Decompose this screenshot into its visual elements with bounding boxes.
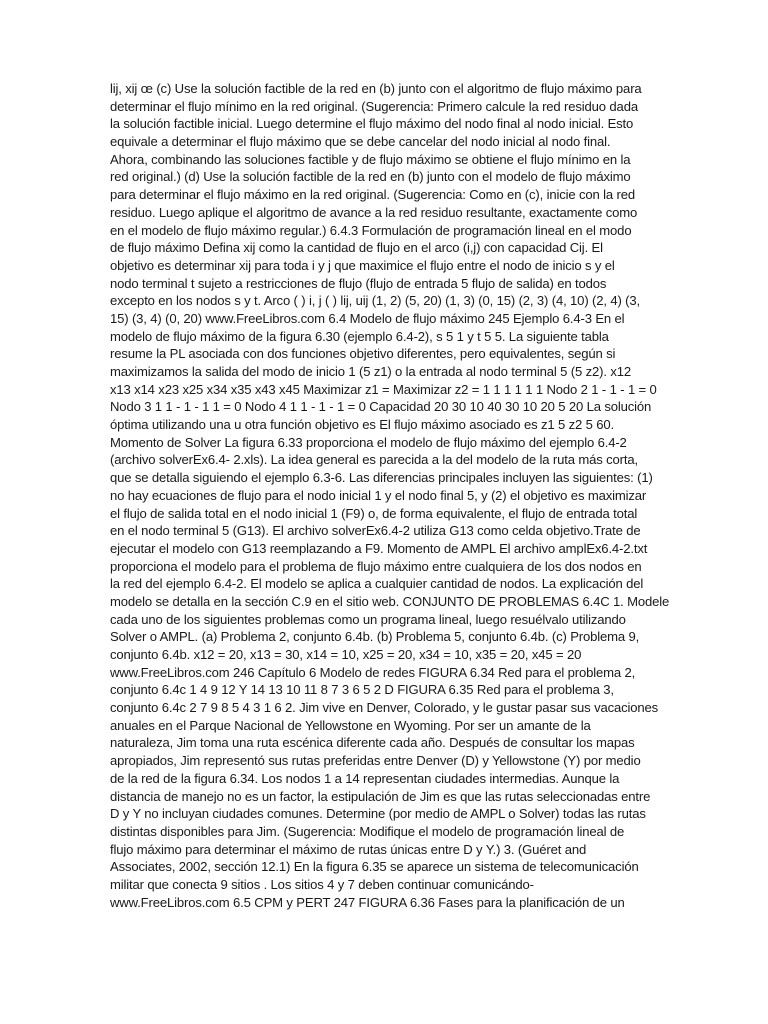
text-line: equivale a determinar el flujo máximo que se debe cancelar del nodo inicial al nodo final. bbox=[110, 134, 611, 150]
text-line: (archivo solverEx6.4- 2.xls). La idea general es parecida a la del modelo de la ruta más corta, bbox=[110, 452, 638, 468]
text-line: objetivo es determinar xij para toda i y j que maximice el flujo entre el nodo de inicio s y el bbox=[110, 257, 615, 273]
text-line: óptima utilizando una u otra función objetivo es El flujo máximo asociado es z1 5 z2 5 60. bbox=[110, 417, 615, 433]
text-line: conjunto 6.4c 1 4 9 12 Y 14 13 10 11 8 7 3 6 5 2 D FIGURA 6.35 Red para el problema 3, bbox=[110, 682, 614, 698]
text-line: www.FreeLibros.com 246 Capítulo 6 Modelo de redes FIGURA 6.34 Red para el problema 2, bbox=[110, 664, 636, 680]
text-line: de flujo máximo Defina xij como la cantidad de flujo en el arco (i,j) con capacidad Cij. El bbox=[110, 240, 603, 256]
text-line: resume la PL asociada con dos funciones objetivo diferentes, pero equivalentes, según si bbox=[110, 346, 616, 362]
text-line: D y Y no incluyan ciudades comunes. Determine (por medio de AMPL o Solver) todas las rutas bbox=[110, 806, 646, 822]
text-line: naturaleza, Jim toma una ruta escénica diferente cada año. Después de consultar los mapas bbox=[110, 735, 635, 751]
text-line: cada uno de los siguientes problemas como un programa lineal, luego resuélvalo utilizando bbox=[110, 611, 626, 627]
text-line: excepto en los nodos s y t. Arco ( ) i, j ( ) lij, uij (1, 2) (5, 20) (1, 3) (0, 15) (2, 3) (4, 10) (2, 4) (3, bbox=[110, 293, 640, 309]
text-line: de la red de la figura 6.34. Los nodos 1 a 14 representan ciudades intermedias. Aunque la bbox=[110, 770, 620, 786]
text-line: que se detalla siguiendo el ejemplo 6.3-6. Las diferencias principales incluyen las siguientes: (1) bbox=[110, 470, 653, 486]
text-line: Momento de Solver La figura 6.33 proporciona el modelo de flujo máximo del ejemplo 6.4-2 bbox=[110, 434, 627, 450]
text-line: conjunto 6.4c 2 7 9 8 5 4 3 1 6 2. Jim vive en Denver, Colorado, y le gustar pasar sus vacaciones bbox=[110, 700, 659, 716]
text-line: anuales en el Parque Nacional de Yellowstone en Wyoming. Por ser un amante de la bbox=[110, 717, 591, 733]
text-line: maximizamos la salida del modo de inicio 1 (5 z1) o la entrada al nodo terminal 5 (5 z2). x12 bbox=[110, 364, 631, 379]
text-line: red original.) (d) Use la solución factible de la red en (b) junto con el modelo de flujo máximo bbox=[110, 169, 631, 185]
text-line: la red del ejemplo 6.4-2. El modelo se aplica a cualquier cantidad de nodos. La explicación del bbox=[110, 576, 644, 592]
text-line: flujo máximo para determinar el máximo de rutas únicas entre D y Y.) 3. (Guéret and bbox=[110, 841, 587, 857]
text-line: determinar el flujo mínimo en la red original. (Sugerencia: Primero calcule la red residuo dada bbox=[110, 98, 638, 114]
text-line: residuo. Luego aplique el algoritmo de avance a la red residuo resultante, exactamente como bbox=[110, 204, 638, 220]
text-line: www.FreeLibros.com 6.5 CPM y PERT 247 FIGURA 6.36 Fases para la planificación de un bbox=[110, 894, 625, 910]
text-line: ejecutar el modelo con G13 reemplazando a F9. Momento de AMPL El archivo amplEx6.4-2.txt bbox=[110, 540, 648, 556]
text-line: 15) (3, 4) (0, 20) www.FreeLibros.com 6.4 Modelo de flujo máximo 245 Ejemplo 6.4-3 En el bbox=[110, 310, 625, 326]
text-line: para determinar el flujo máximo en la red original. (Sugerencia: Como en (c), inicie con la red bbox=[110, 187, 636, 203]
text-line: modelo de flujo máximo de la figura 6.30 (ejemplo 6.4-2), s 5 1 y t 5 5. La siguiente tabla bbox=[110, 328, 609, 344]
text-line: conjunto 6.4b. x12 = 20, x13 = 30, x14 = 10, x25 = 20, x34 = 10, x35 = 20, x45 = 20 bbox=[110, 647, 582, 662]
text-line: x13 x14 x23 x25 x34 x35 x43 x45 Maximizar z1 = Maximizar z2 = 1 1 1 1 1 1 Nodo 2 1 - 1 - 1 = 0 bbox=[110, 381, 657, 397]
text-line: no hay ecuaciones de flujo para el nodo inicial 1 y el nodo final 5, y (2) el objetivo es maximizar bbox=[110, 487, 647, 503]
text-line: nodo terminal t sujeto a restricciones de flujo (flujo de entrada 5 flujo de salida) en todos bbox=[110, 275, 607, 291]
text-line: Solver o AMPL. (a) Problema 2, conjunto 6.4b. (b) Problema 5, conjunto 6.4b. (c) Problema 9, bbox=[110, 629, 640, 645]
text-line: apropiados, Jim representó sus rutas preferidas entre Denver (D) y Yellowstone (Y) por medio bbox=[110, 753, 641, 769]
text-line: el flujo de salida total en el nodo inicial 1 (F9) o, de forma equivalente, el flujo de entrada total bbox=[110, 505, 638, 521]
text-line: Nodo 3 1 1 - 1 - 1 1 = 0 Nodo 4 1 1 - 1 - 1 = 0 Capacidad 20 30 10 40 30 10 20 5 20 La solución bbox=[110, 399, 652, 415]
text-line: lij, xij œ (c) Use la solución factible de la red en (b) junto con el algoritmo de flujo máximo para bbox=[110, 81, 642, 96]
text-line: la solución factible inicial. Luego determine el flujo máximo del nodo final al nodo inicial. Esto bbox=[110, 116, 634, 132]
body-text bbox=[110, 80, 670, 911]
text-line: modelo se detalla en la sección C.9 en el sitio web. CONJUNTO DE PROBLEMAS 6.4C 1. Modele bbox=[110, 593, 670, 609]
text-line: distintas disponibles para Jim. (Sugerencia: Modifique el modelo de programación lineal de bbox=[110, 823, 625, 839]
text-line: Ahora, combinando las soluciones factible y de flujo máximo se obtiene el flujo mínimo en la bbox=[110, 151, 631, 167]
text-line: en el modelo de flujo máximo regular.) 6.4.3 Formulación de programación lineal en el modo bbox=[110, 222, 632, 238]
text-line: en el nodo terminal 5 (G13). El archivo solverEx6.4-2 utiliza G13 como celda objetivo.Trate de bbox=[110, 523, 641, 539]
text-line: militar que conecta 9 sitios . Los sitios 4 y 7 deben continuar comunicándo- bbox=[110, 876, 534, 892]
text-line: distancia de manejo no es un factor, la estipulación de Jim es que las rutas seleccionadas entre bbox=[110, 788, 651, 804]
text-line: Associates, 2002, sección 12.1) En la figura 6.35 se aparece un sistema de telecomunicación bbox=[110, 859, 639, 875]
text-line: proporciona el modelo para el problema de flujo máximo entre cualquiera de los dos nodos en bbox=[110, 558, 642, 574]
